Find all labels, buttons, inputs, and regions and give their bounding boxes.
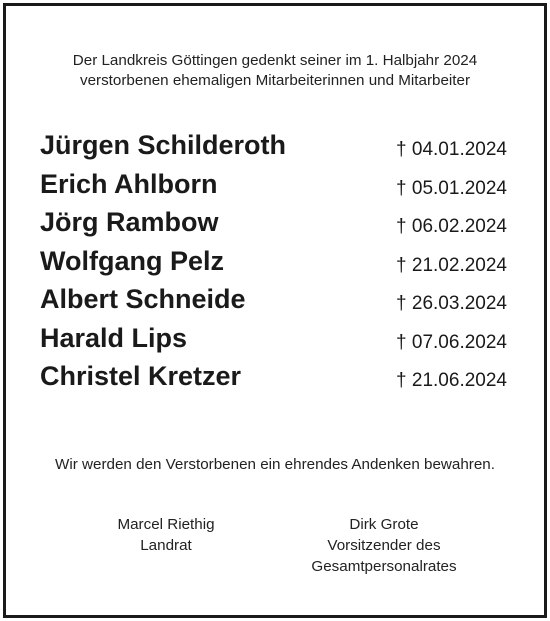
signatory-title-line-1: Vorsitzender des <box>327 537 441 554</box>
deceased-entry <box>6 165 544 204</box>
deceased-name: Jürgen Schilderoth <box>40 130 287 160</box>
obituary-frame <box>3 3 547 618</box>
deceased-entry <box>6 203 544 242</box>
closing-text: Wir werden den Verstorbenen ein ehrendes Andenken bewahren. <box>55 456 495 473</box>
death-date: † 04.01.2024 <box>396 139 507 160</box>
death-date: † 06.02.2024 <box>396 216 507 237</box>
signature-right <box>274 514 494 577</box>
signatory-title: Landrat <box>140 537 192 554</box>
deceased-entry <box>6 357 544 396</box>
deceased-name: Albert Schneide <box>40 284 246 314</box>
death-date: † 21.02.2024 <box>396 254 507 276</box>
signatory-name: Marcel Riethig <box>117 516 215 533</box>
deceased-name: Erich Ahlborn <box>40 168 218 199</box>
intro-line-2: verstorbenen ehemaligen Mitarbeiterinnen und Mitarbeiter <box>79 72 471 89</box>
intro-text <box>6 51 544 91</box>
signatory-name: Dirk Grote <box>349 516 419 533</box>
deceased-name: Christel Kretzer <box>40 361 242 391</box>
deceased-entry <box>6 242 544 281</box>
death-date: † 21.06.2024 <box>396 370 507 391</box>
signatory-title-line-2: Gesamtpersonalrates <box>311 558 457 575</box>
death-date: † 07.06.2024 <box>396 331 507 353</box>
death-date: † 26.03.2024 <box>396 293 507 314</box>
intro-line-1: Der Landkreis Göttingen gedenkt seiner im 1. Halbjahr 2024 <box>72 52 478 69</box>
death-date: † 05.01.2024 <box>396 177 507 199</box>
deceased-name: Harald Lips <box>40 322 188 353</box>
deceased-name: Jörg Rambow <box>40 207 219 237</box>
deceased-entry <box>6 319 544 358</box>
signature-left <box>86 514 246 556</box>
deceased-list <box>6 126 544 396</box>
deceased-entry <box>6 280 544 319</box>
deceased-name: Wolfgang Pelz <box>40 245 225 276</box>
deceased-entry <box>6 126 544 165</box>
